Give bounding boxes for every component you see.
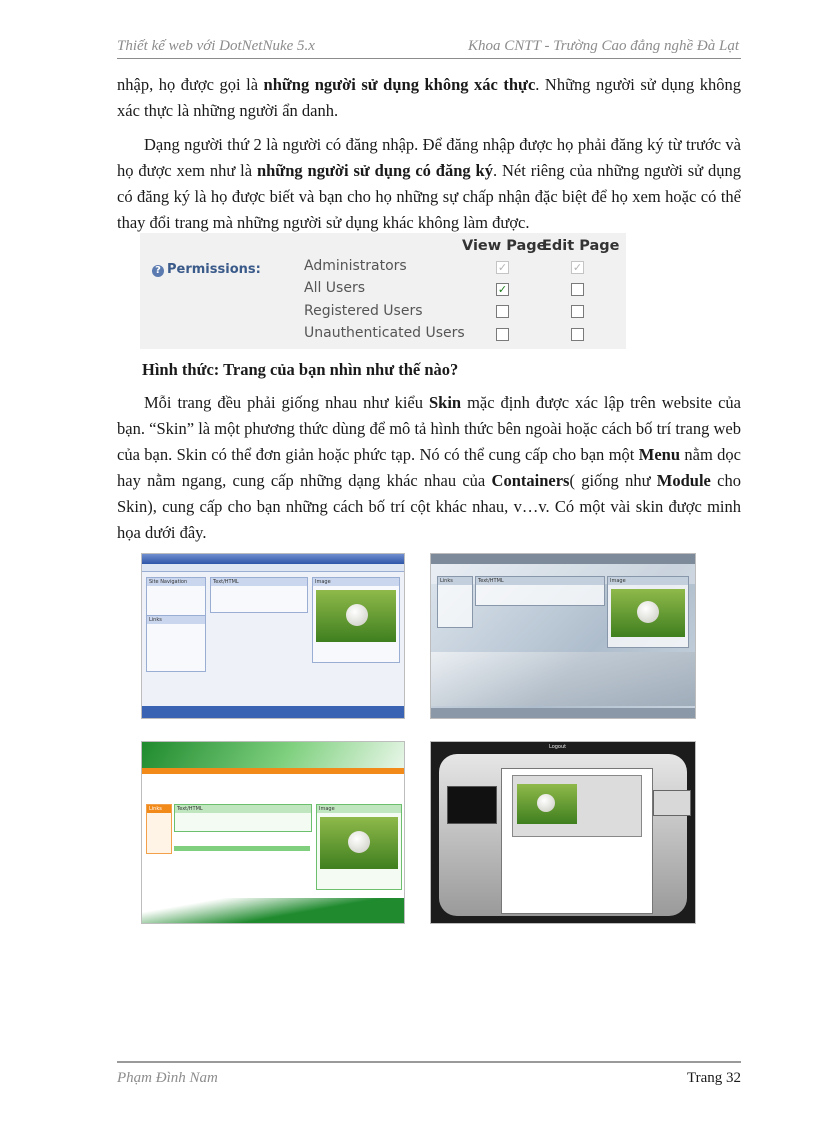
checkbox-allusers-edit[interactable] xyxy=(571,283,584,296)
skin3-text-container xyxy=(174,804,312,832)
para3-bold-menu: Menu xyxy=(638,445,680,464)
skin2-footer xyxy=(431,708,695,718)
header-right: Khoa CNTT - Trường Cao đẳng nghề Đà Lạt xyxy=(468,38,739,54)
skin2-image-title: Image xyxy=(608,577,688,585)
skin4-logout-link[interactable]: Logout xyxy=(549,744,567,750)
role-administrators: Administrators xyxy=(304,258,407,274)
para2-bold: những người sử dụng có đăng ký xyxy=(256,161,493,180)
skin2-golf-image xyxy=(611,589,685,637)
skin3-links-container xyxy=(146,804,172,854)
permissions-label xyxy=(152,262,261,277)
skin2-topbar xyxy=(431,554,695,564)
footer-page-number: Trang 32 xyxy=(686,1070,741,1086)
skin4-nav-panel xyxy=(447,786,497,824)
footer-author: Phạm Đình Nam xyxy=(117,1070,218,1086)
skin3-links-title: Links xyxy=(147,805,171,813)
para2-text-b: . Nét riêng của những người sử dụng có đăng ký là họ được biết và bạn cho họ những sự chấp nhận đặc biệt để họ xem hoặc có thể thay đổi trang mà những người sử dụng khác không làm được. xyxy=(117,161,742,232)
golf-ball-icon xyxy=(537,794,555,812)
skin1-text-title: Text/HTML xyxy=(211,578,307,586)
golf-ball-icon xyxy=(637,601,659,623)
role-unauthenticated-users: Unauthenticated Users xyxy=(304,325,465,341)
skin3-menubar xyxy=(142,768,404,774)
checkbox-allusers-view[interactable]: ✓ xyxy=(497,283,508,296)
skin4-content-area xyxy=(501,768,653,914)
paragraph-2 xyxy=(117,132,741,236)
skin1-links-container xyxy=(146,615,206,672)
skin1-text-container xyxy=(210,577,308,613)
skin1-topbar xyxy=(142,554,404,564)
skin-screenshot-blue xyxy=(141,553,405,719)
skin2-links-title: Links xyxy=(438,577,472,585)
skin-screenshot-dark xyxy=(430,741,696,924)
page-footer xyxy=(117,1061,741,1089)
skin3-banner xyxy=(142,742,404,768)
para3-text-b: mặc định được xác lập trên website của bạn. “Skin” là một phương thức dùng để mô tả hình thức bên ngoài hoặc cách bố trí trang web của bạn. Skin có thể đơn giản hoặc phức tạp. Nó có thể cung cấp cho bạn một xyxy=(117,393,741,464)
section-title: Hình thức: Trang của bạn nhìn như thế nào? xyxy=(142,360,459,379)
skin3-green-bar xyxy=(174,846,310,851)
checkbox-admin-edit: ✓ xyxy=(572,261,583,274)
para3-text-a: Mỗi trang đều phải giống nhau như kiểu xyxy=(144,393,429,412)
skin3-image-title: Image xyxy=(317,805,401,813)
checkbox-registered-view[interactable] xyxy=(496,305,509,318)
permissions-label-text: Permissions: xyxy=(167,262,261,277)
skin1-links-title: Links xyxy=(147,616,205,624)
skin1-golf-image xyxy=(316,590,396,642)
skin1-nav-title: Site Navigation xyxy=(147,578,205,586)
header-left: Thiết kế web với DotNetNuke 5.x xyxy=(117,38,315,54)
skin4-golf-image xyxy=(517,784,577,824)
skin3-footer xyxy=(142,898,404,923)
paragraph-1 xyxy=(117,72,741,124)
body-text-2 xyxy=(117,390,741,554)
skin2-snow-trees xyxy=(431,652,695,706)
skin3-text-title: Text/HTML xyxy=(175,805,311,813)
checkbox-unauth-view[interactable] xyxy=(496,328,509,341)
col-view-page: View Page xyxy=(462,238,547,254)
skin1-image-title: Image xyxy=(313,578,399,586)
para3-text-d: ( giống như xyxy=(569,471,657,490)
skin2-text-title: Text/HTML xyxy=(476,577,604,585)
skin2-text-container xyxy=(475,576,605,606)
checkbox-registered-edit[interactable] xyxy=(571,305,584,318)
skin1-menubar xyxy=(142,564,404,572)
para1-text-b: . Những người sử dụng không xác thực là những người ẩn danh. xyxy=(117,75,741,120)
para3-text-c: nằm dọc hay nằm ngang, cung cấp những dạng khác nhau của xyxy=(117,445,741,490)
permissions-panel xyxy=(140,233,626,349)
checkbox-unauth-edit[interactable] xyxy=(571,328,584,341)
page-header xyxy=(117,36,741,59)
skin4-side-box xyxy=(653,790,691,816)
paragraph-3 xyxy=(117,390,741,546)
para3-bold-skin: Skin xyxy=(428,393,462,412)
skin4-image-container xyxy=(512,775,642,837)
skin-screenshot-winter xyxy=(430,553,696,719)
para1-text-a: nhập, họ được gọi là xyxy=(117,75,264,94)
skin3-image-container xyxy=(316,804,402,890)
para3-bold-containers: Containers xyxy=(491,471,570,490)
para2-text-a: Dạng người thứ 2 là người có đăng nhập. Để đăng nhập được họ phải đăng ký từ trước và họ được xem như là xyxy=(117,135,741,180)
skin1-footer xyxy=(142,706,404,718)
golf-ball-icon xyxy=(346,604,368,626)
para3-text-e: cho Skin), cung cấp cho bạn những cách bố trí cột khác nhau, v…v. Có một vài skin được minh họa dưới đây. xyxy=(117,471,741,542)
para3-bold-module: Module xyxy=(656,471,711,490)
para1-bold: những người sử dụng không xác thực xyxy=(263,75,536,94)
skin-screenshot-green xyxy=(141,741,405,924)
role-registered-users: Registered Users xyxy=(304,303,423,319)
help-circle-icon: ? xyxy=(152,265,164,277)
role-all-users: All Users xyxy=(304,280,366,296)
golf-ball-icon xyxy=(348,831,370,853)
body-text xyxy=(117,72,741,244)
skin2-links-container xyxy=(437,576,473,628)
checkbox-admin-view: ✓ xyxy=(497,261,508,274)
col-edit-page: Edit Page xyxy=(542,238,620,254)
skin1-image-container xyxy=(312,577,400,663)
skin3-golf-image xyxy=(320,817,398,869)
skin2-image-container xyxy=(607,576,689,648)
